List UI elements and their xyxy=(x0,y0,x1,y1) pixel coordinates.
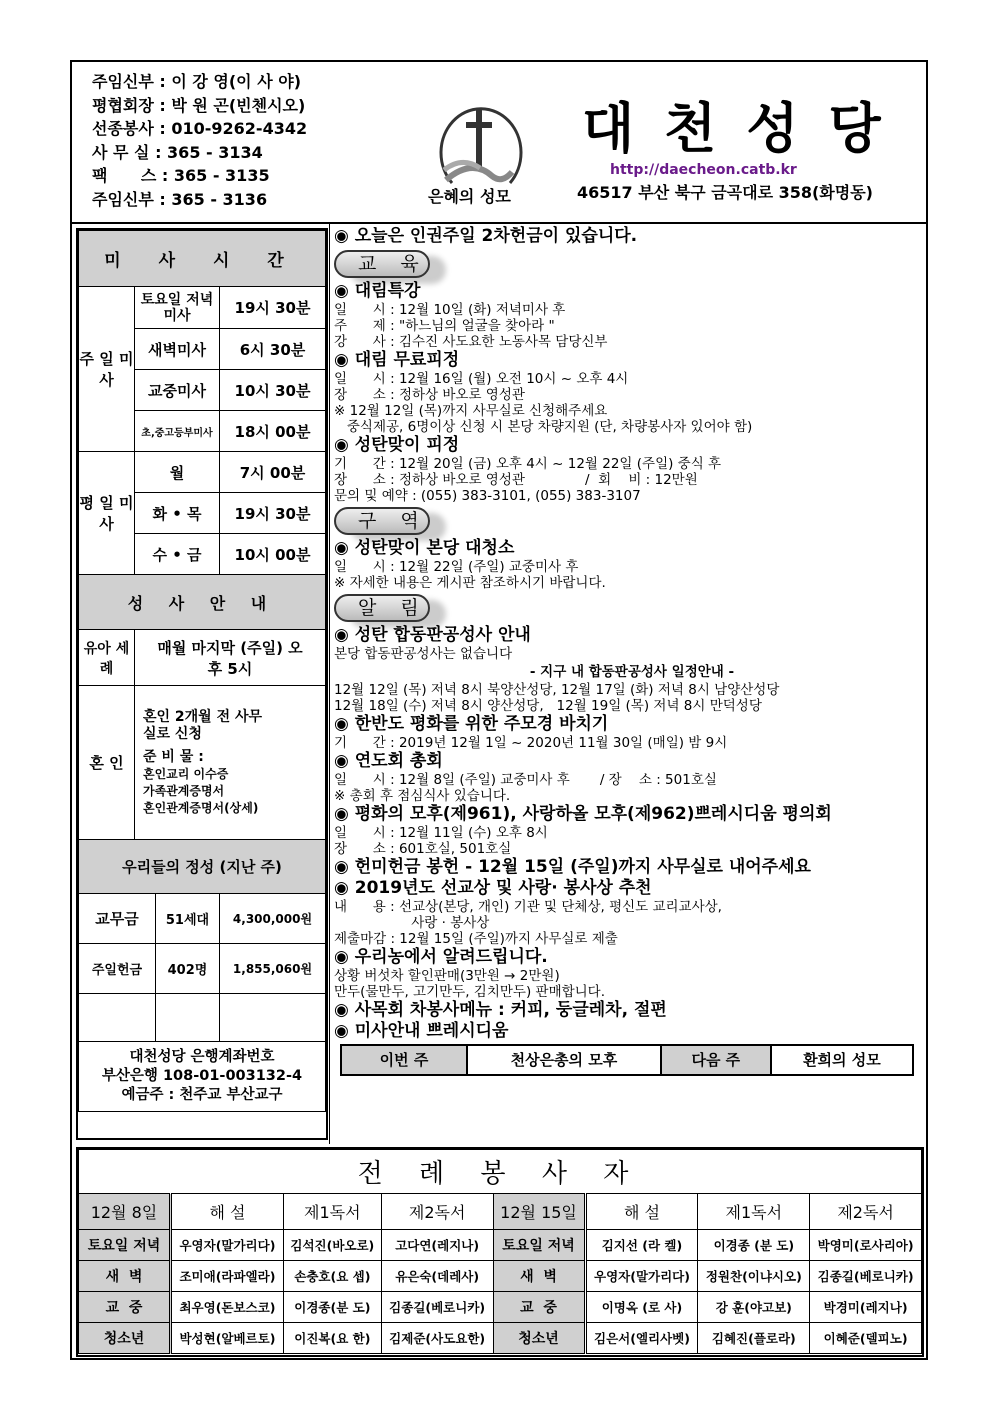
notice-line: 문의 및 예약 : (055) 383-3101, (055) 383-3107 xyxy=(334,488,641,504)
notice-line: 12월 12일 (목) 저녁 8시 북양산성당, 12월 17일 (화) 저녁 8시 남양산성당 xyxy=(334,682,780,698)
offering-amount: 4,300,000원 xyxy=(220,894,326,944)
offering-heading: 우리들의 정성 (지난 주) xyxy=(79,840,326,894)
notice-title: ◉ 오늘은 인권주일 2차헌금이 있습니다. xyxy=(334,226,638,246)
server-name: 최우영(돈보스코) xyxy=(171,1292,284,1323)
server-name: 이진복(요 한) xyxy=(283,1323,381,1354)
notice-title: ◉ 우리농에서 알려드립니다. xyxy=(334,947,548,967)
notice-line: 12월 18일 (수) 저녁 8시 양산성당, 12월 19일 (목) 저녁 8시 만덕성당 xyxy=(334,698,762,714)
mass-time: 18시 00분 xyxy=(220,411,326,452)
marriage-item: 혼인교리 이수증 xyxy=(143,766,229,781)
server-name: 손충호(요 셉) xyxy=(283,1261,381,1292)
notice-title: ◉ 연도회 총회 xyxy=(334,751,443,771)
next-week-value: 환희의 성모 xyxy=(771,1045,913,1075)
servers-table xyxy=(78,1149,922,1354)
baptism-label: 유아 세례 xyxy=(79,630,135,686)
role-header: 해 설 xyxy=(585,1194,698,1230)
server-name: 강 훈(야고보) xyxy=(698,1292,810,1323)
notice-line: 만두(물만두, 고기만두, 김치만두) 판매합니다. xyxy=(334,984,606,1000)
mass-time: 7시 00분 xyxy=(220,452,326,493)
notice-line: ※ 자세한 내용은 게시판 참조하시기 바랍니다. xyxy=(334,575,606,591)
marriage-apply: 혼인 2개월 전 사무실로 신청 xyxy=(143,708,263,742)
sacrament-heading: 성 사 안 내 xyxy=(79,575,326,630)
marriage-item: 혼인관계증명서(상세) xyxy=(143,800,259,815)
notice-title: ◉ 대림특강 xyxy=(334,281,421,301)
section-pill: 구역 xyxy=(334,507,430,535)
server-name: 우영자(말가리다) xyxy=(585,1261,698,1292)
notice-line: 일 시 : 12월 10일 (화) 저녁미사 후 xyxy=(334,302,566,318)
marriage-prep-label: 준 비 물 : xyxy=(143,748,204,765)
church-name: 대천성당 xyxy=(582,97,911,160)
mass-slot: 교 중 xyxy=(79,1292,171,1323)
role-header: 제1독서 xyxy=(698,1194,810,1230)
mass-name: 월 xyxy=(135,452,220,493)
role-header: 해 설 xyxy=(171,1194,284,1230)
notice-title: ◉ 평화의 모후(제961), 사랑하올 모후(제962)쁘레시디움 평의회 xyxy=(334,804,832,824)
address: 46517 부산 북구 금곡대로 358(화명동) xyxy=(577,183,873,202)
mass-time: 10시 00분 xyxy=(220,534,326,575)
offering-type xyxy=(79,994,156,1042)
notice-line: 장 소 : 601호실, 501호실 xyxy=(334,841,512,857)
offering-type: 교무금 xyxy=(79,894,156,944)
notice-list xyxy=(334,226,930,1042)
info-line: 팩 스 : 365 - 3135 xyxy=(92,166,270,185)
server-name: 고다연(레지나) xyxy=(381,1230,493,1261)
server-name: 이명옥 (로 사) xyxy=(585,1292,698,1323)
server-name: 김석진(바오로) xyxy=(283,1230,381,1261)
server-name: 이혜준(델피노) xyxy=(810,1323,922,1354)
server-name: 조미애(라파엘라) xyxy=(171,1261,284,1292)
section-header xyxy=(334,591,930,625)
mass-time: 10시 30분 xyxy=(220,370,326,411)
mass-name: 토요일 저녁미사 xyxy=(135,287,220,329)
bulletin xyxy=(70,60,928,1360)
section-pill: 알림 xyxy=(334,594,430,622)
notice-line: 본당 합동판공성사는 없습니다 xyxy=(334,646,513,662)
server-name: 박영미(로사리아) xyxy=(810,1230,922,1261)
next-week-label: 다음 주 xyxy=(661,1045,771,1075)
mass-slot: 새 벽 xyxy=(493,1261,585,1292)
offering-count xyxy=(156,994,220,1042)
section-header xyxy=(334,247,930,281)
notice-title: ◉ 2019년도 선교상 및 사랑· 봉사상 추천 xyxy=(334,878,652,898)
offering-table xyxy=(78,839,326,1112)
mass-times-heading: 미 사 시 간 xyxy=(79,231,326,287)
mass-time: 19시 30분 xyxy=(220,493,326,534)
column-divider xyxy=(329,224,330,1144)
servers-heading: 전 례 봉 사 자 xyxy=(79,1150,922,1194)
this-week-value: 천상은총의 모후 xyxy=(467,1045,661,1075)
server-name: 박경미(레지나) xyxy=(810,1292,922,1323)
server-name: 이경종 (분 도) xyxy=(698,1230,810,1261)
offering-amount: 1,855,060원 xyxy=(220,944,326,994)
role-header: 제2독서 xyxy=(381,1194,493,1230)
notice-title: ◉ 성탄맞이 피정 xyxy=(334,435,460,455)
notice-line: ※ 12월 12일 (목)까지 사무실로 신청해주세요 xyxy=(334,403,608,419)
mass-slot: 청소년 xyxy=(79,1323,171,1354)
notice-title: ◉ 대림 무료피정 xyxy=(334,350,460,370)
info-line: 선종봉사 : 010-9262-4342 xyxy=(92,119,308,138)
notice-line: 제출마감 : 12월 15일 (주일)까지 사무실로 제출 xyxy=(334,931,618,947)
server-name: 김지선 (라 켈) xyxy=(585,1230,698,1261)
offering-count: 51세대 xyxy=(156,894,220,944)
info-line: 사 무 실 : 365 - 3134 xyxy=(92,142,263,162)
info-line: 주임신부 : 이 강 영(이 사 야) xyxy=(92,72,302,91)
server-name: 김혜진(플로라) xyxy=(698,1323,810,1354)
sunday-mass-label: 주 일 미 사 xyxy=(79,287,135,452)
liturgy-servers xyxy=(76,1147,924,1357)
notice-line: 내 용 : 선교상(본당, 개인) 기관 및 단체상, 평신도 교리교사상, xyxy=(334,899,722,915)
offering-amount xyxy=(220,994,326,1042)
notice-title: ◉ 미사안내 쁘레시디움 xyxy=(334,1021,509,1041)
notice-title: ◉ 성탄 합동판공성사 안내 xyxy=(334,625,531,645)
server-name: 우영자(말가리다) xyxy=(171,1230,284,1261)
server-name: 김제준(사도요한) xyxy=(381,1323,493,1354)
role-header: 제1독서 xyxy=(283,1194,381,1230)
server-name: 김은서(엘리사벳) xyxy=(585,1323,698,1354)
mass-schedule-table xyxy=(78,230,326,840)
service-date: 12월 15일 xyxy=(493,1194,585,1230)
mass-slot: 새 벽 xyxy=(79,1261,171,1292)
notice-line: 일 시 : 12월 16일 (월) 오전 10시 ~ 오후 4시 xyxy=(334,371,629,387)
logo-caption: 은혜의 성모 xyxy=(428,187,511,206)
left-panel xyxy=(76,228,328,1140)
mass-name: 수 • 금 xyxy=(135,534,220,575)
notice-line: 사랑 · 봉사상 xyxy=(334,915,490,931)
role-header: 제2독서 xyxy=(810,1194,922,1230)
marriage-item: 가족관계증명서 xyxy=(143,783,225,798)
weekday-mass-label: 평 일 미 사 xyxy=(79,452,135,575)
mass-name: 화 • 목 xyxy=(135,493,220,534)
server-row xyxy=(79,1323,922,1354)
header xyxy=(72,62,926,224)
notice-line: 기 간 : 2019년 12월 1일 ~ 2020년 11월 30일 (매일) 밤 9시 xyxy=(334,735,728,751)
contact-info xyxy=(92,70,307,211)
baptism-info: 매월 마지막 (주일) 오후 5시 xyxy=(135,630,326,686)
mass-slot: 청소년 xyxy=(493,1323,585,1354)
notice-title: ◉ 한반도 평화를 위한 주모경 바치기 xyxy=(334,714,609,734)
bank-line: 부산은행 108-01-003132-4 xyxy=(101,1068,303,1084)
notice-title: ◉ 헌미헌금 봉헌 - 12월 15일 (주일)까지 사무실로 내어주세요 xyxy=(334,857,811,877)
server-name: 유은숙(데레사) xyxy=(381,1261,493,1292)
notice-line: ※ 총회 후 점심식사 있습니다. xyxy=(334,788,511,804)
website-link[interactable]: http://daecheon.catb.kr xyxy=(610,162,797,178)
notice-subheading: - 지구 내 합동판공성사 일정안내 - xyxy=(529,664,735,680)
marriage-info xyxy=(135,686,326,840)
mass-name: 교중미사 xyxy=(135,370,220,411)
notice-line: 장 소 : 정하상 바오로 영성관 xyxy=(334,387,525,403)
server-name: 정원찬(이냐시오) xyxy=(698,1261,810,1292)
presidium-table xyxy=(340,1044,914,1076)
service-date: 12월 8일 xyxy=(79,1194,171,1230)
notice-line: 상황 버섯차 할인판매(3만원 → 2만원) xyxy=(334,968,560,984)
notices xyxy=(334,226,930,1076)
info-line: 평협회장 : 박 원 곤(빈첸시오) xyxy=(92,95,306,115)
marriage-label: 혼 인 xyxy=(79,686,135,840)
bank-line: 대천성당 은행계좌번호 xyxy=(129,1049,275,1065)
server-name: 김종길(베로니카) xyxy=(381,1292,493,1323)
notice-line: 일 시 : 12월 11일 (수) 오후 8시 xyxy=(334,825,548,841)
offering-type: 주일헌금 xyxy=(79,944,156,994)
mass-name: 새벽미사 xyxy=(135,329,220,370)
mass-slot: 토요일 저녁 xyxy=(79,1230,171,1261)
bank-account xyxy=(79,1042,326,1112)
server-row xyxy=(79,1261,922,1292)
mass-time: 6시 30분 xyxy=(220,329,326,370)
server-row xyxy=(79,1292,922,1323)
mass-slot: 토요일 저녁 xyxy=(493,1230,585,1261)
server-name: 이경종(분 도) xyxy=(283,1292,381,1323)
notice-line: 일 시 : 12월 22일 (주일) 교중미사 후 xyxy=(334,559,579,575)
offering-count: 402명 xyxy=(156,944,220,994)
section-pill: 교육 xyxy=(334,250,430,278)
server-name: 김종길(베로니카) xyxy=(810,1261,922,1292)
notice-line: 주 제 : "하느님의 얼굴을 찾아라 " xyxy=(334,318,555,334)
notice-title: ◉ 사목회 차봉사메뉴 : 커피, 둥글레차, 절편 xyxy=(334,1000,667,1020)
server-row xyxy=(79,1230,922,1261)
bank-line: 예금주 : 천주교 부산교구 xyxy=(121,1087,283,1103)
server-name: 박성현(알베르토) xyxy=(171,1323,284,1354)
notice-line: 장 소 : 정하상 바오로 영성관 / 회 비 : 12만원 xyxy=(334,472,698,488)
mass-time: 19시 30분 xyxy=(220,287,326,329)
notice-line: 기 간 : 12월 20일 (금) 오후 4시 ~ 12월 22일 (주일) 중식 후 xyxy=(334,456,722,472)
notice-line: 강 사 : 김수진 사도요한 노동사목 담당신부 xyxy=(334,334,608,350)
section-header xyxy=(334,504,930,538)
notice-line: 중식제공, 6명이상 신청 시 본당 차량지원 (단, 차량봉사자 있어야 함) xyxy=(334,419,753,435)
mass-slot: 교 중 xyxy=(493,1292,585,1323)
info-line: 주임신부 : 365 - 3136 xyxy=(92,189,268,209)
this-week-label: 이번 주 xyxy=(341,1045,467,1075)
mass-name: 초,중고등부미사 xyxy=(135,411,220,452)
notice-line: 일 시 : 12월 8일 (주일) 교중미사 후 / 장 소 : 501호실 xyxy=(334,772,717,788)
notice-title: ◉ 성탄맞이 본당 대청소 xyxy=(334,538,515,558)
